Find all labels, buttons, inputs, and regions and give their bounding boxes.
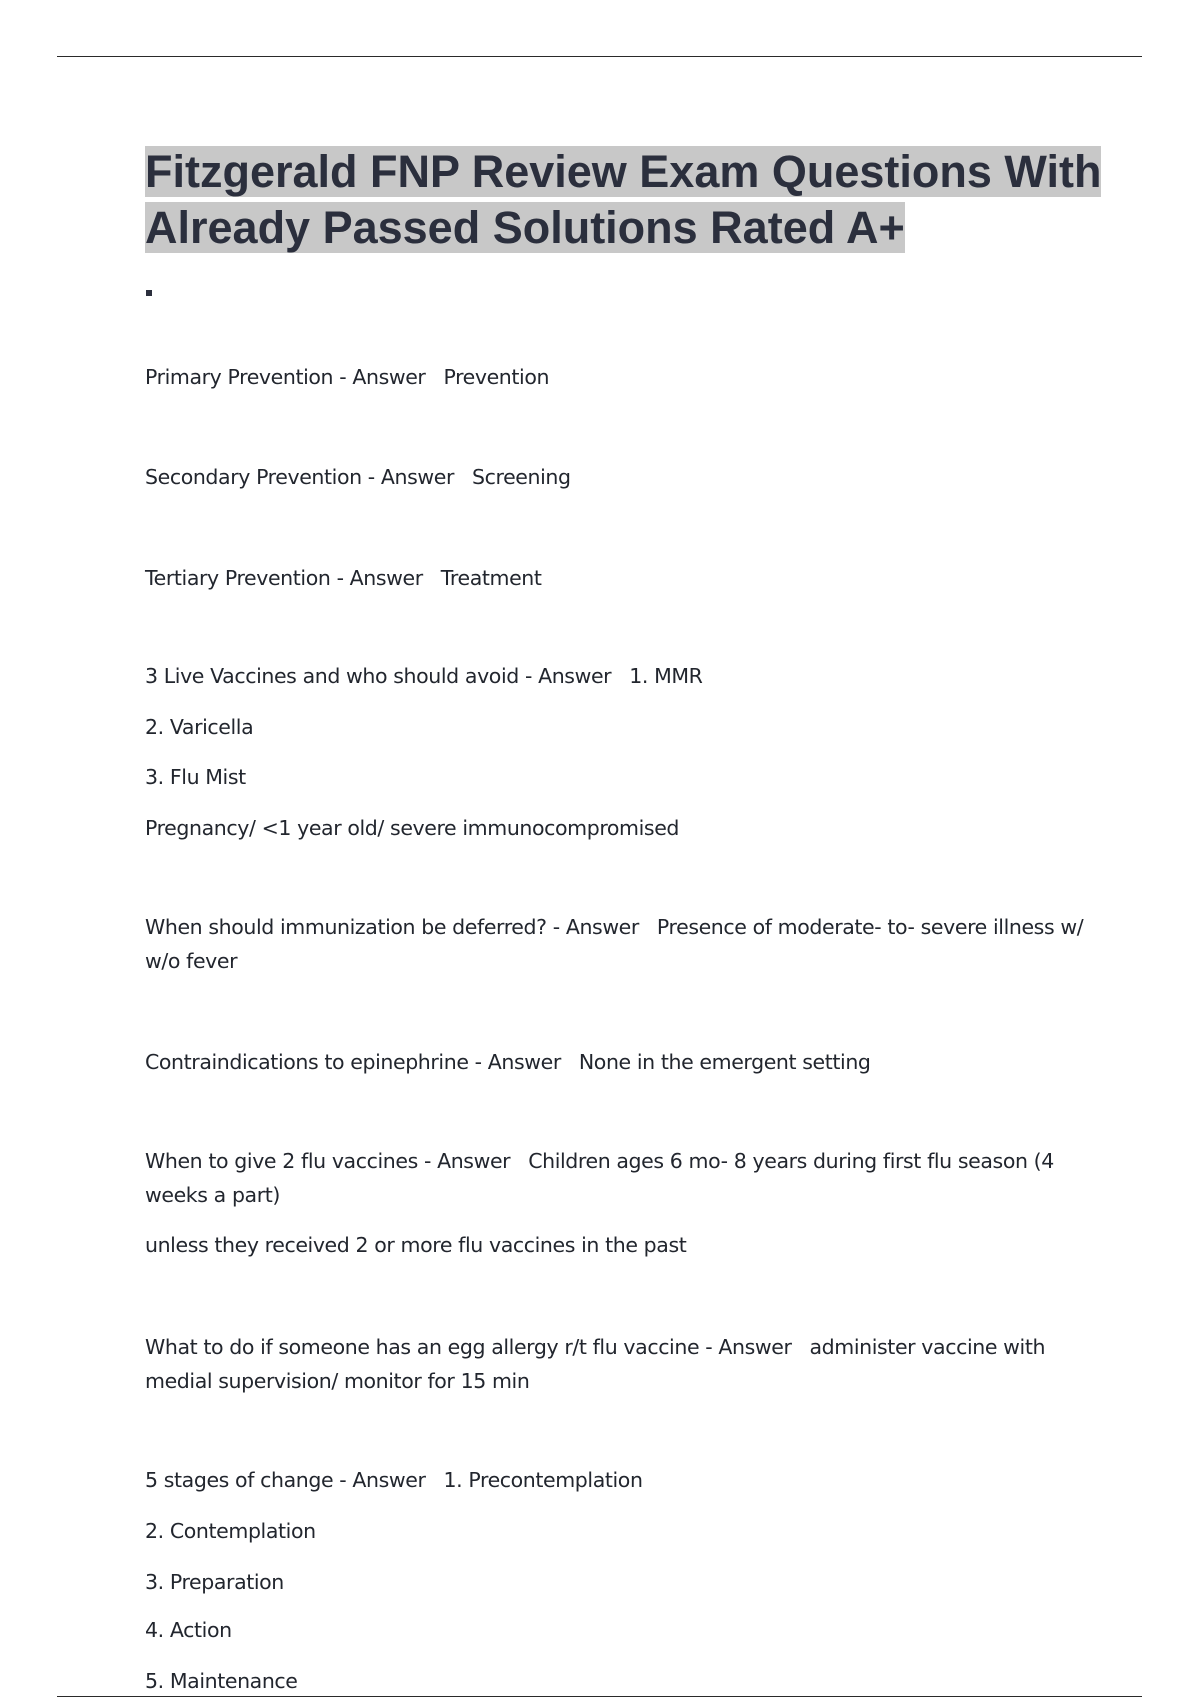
answer-text: Screening [472, 465, 571, 489]
answer-continuation: 3. Flu Mist [145, 765, 246, 789]
title-bullet [146, 290, 152, 296]
question-text: When to give 2 flu vaccines - Answer [145, 1149, 511, 1173]
question-text: What to do if someone has an egg allergy r/t flu vaccine - Answer [145, 1335, 792, 1359]
question-text: 3 Live Vaccines and who should avoid - Answer [145, 664, 612, 688]
answer-continuation: 5. Maintenance [145, 1669, 298, 1693]
answer-continuation: 3. Preparation [145, 1570, 284, 1594]
question-text: Secondary Prevention - Answer [145, 465, 455, 489]
answer-continuation: Pregnancy/ <1 year old/ severe immunocompromised [145, 816, 680, 840]
qa-entry [145, 561, 1085, 595]
answer-continuation: 2. Contemplation [145, 1519, 316, 1543]
qa-entry [145, 360, 1085, 394]
top-rule [57, 56, 1142, 57]
qa-entry [145, 1144, 1085, 1212]
answer-text: Presence of moderate- to- severe illness w/ w/o fever [145, 915, 1084, 973]
question-text: Primary Prevention - Answer [145, 365, 426, 389]
answer-text: Prevention [443, 365, 550, 389]
question-text: Contraindications to epinephrine - Answer [145, 1050, 561, 1074]
qa-entry [145, 1330, 1085, 1398]
answer-continuation: 2. Varicella [145, 715, 254, 739]
answer-text: None in the emergent setting [578, 1050, 871, 1074]
answer-text: Children ages 6 mo- 8 years during first flu season (4 weeks a part) [145, 1149, 1054, 1207]
document-title: Fitzgerald FNP Review Exam Questions With Already Passed Solutions Rated A+ [145, 146, 1102, 253]
answer-continuation: 4. Action [145, 1618, 232, 1642]
qa-entry [145, 1045, 1085, 1079]
qa-entry [145, 1463, 1085, 1497]
bottom-rule [57, 1696, 1142, 1697]
answer-text: Treatment [440, 566, 542, 590]
answer-text: administer vaccine with medial supervision/ monitor for 15 min [145, 1335, 1046, 1393]
qa-entry [145, 460, 1085, 494]
question-text: 5 stages of change - Answer [145, 1468, 426, 1492]
qa-entry [145, 910, 1085, 978]
answer-continuation: unless they received 2 or more flu vaccines in the past [145, 1233, 687, 1257]
answer-text: 1. MMR [629, 664, 703, 688]
qa-entry [145, 659, 1085, 693]
answer-text: 1. Precontemplation [443, 1468, 643, 1492]
question-text: When should immunization be deferred? - Answer [145, 915, 639, 939]
question-text: Tertiary Prevention - Answer [145, 566, 423, 590]
